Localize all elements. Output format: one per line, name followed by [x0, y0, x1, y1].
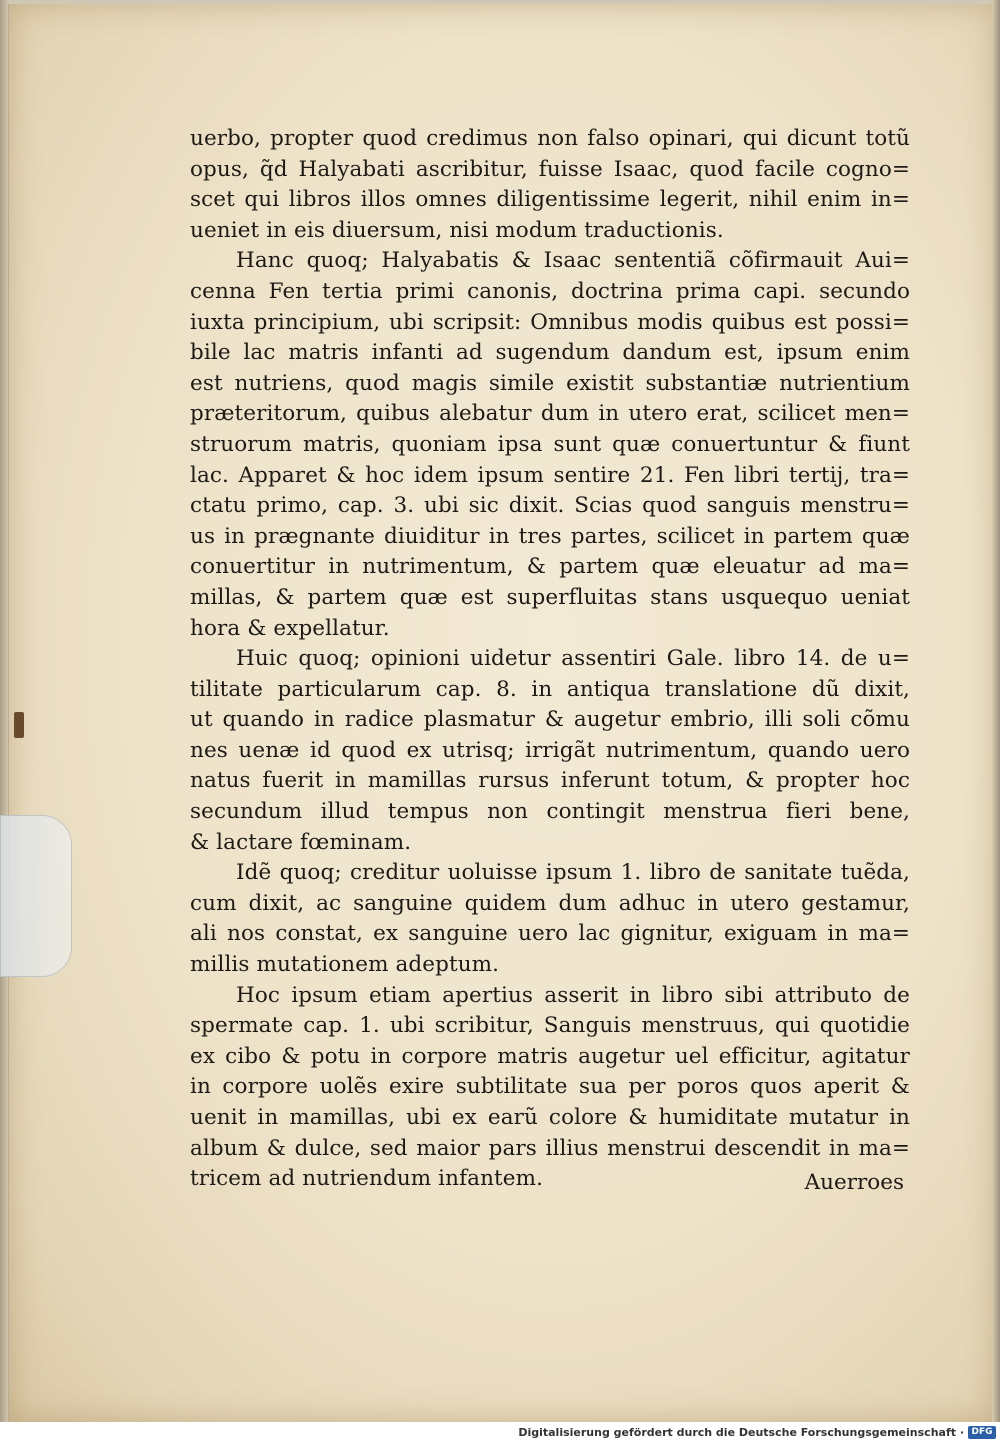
text-line: uerbo, propter quod credimus non falso opinari, qui dicunt totũ	[190, 126, 910, 151]
text-line: ctatu primo, cap. 3. ubi sic dixit. Scias quod sanguis menstru=	[190, 493, 910, 519]
text-line: tilitate particularum cap. 8. in antiqua translatione dũ dixit,	[190, 676, 910, 702]
text-line: conuertitur in nutrimentum, & partem quæ eleuatur ad ma=	[190, 554, 910, 580]
text-line: est nutriens, quod magis simile existit substantiæ nutrientium	[190, 370, 910, 396]
text-line: Idẽ quoq; creditur uoluisse ipsum 1. libro de sanitate tuẽda,	[236, 860, 910, 886]
text-line: Huic quoq; opinioni uidetur assentiri Gale. libro 14. de u=	[236, 646, 910, 672]
text-line: tricem ad nutriendum infantem.	[190, 1166, 544, 1192]
text-line: Hanc quoq; Halyabatis & Isaac sententiã cõfirmauit Aui=	[236, 248, 910, 274]
text-line: opus, q̃d Halyabati ascribitur, fuisse Isaac, quod facile cogno=	[190, 156, 910, 182]
scanner-clip	[0, 815, 72, 977]
page-edge	[992, 0, 1000, 1422]
text-line: cum dixit, ac sanguine quidem dum adhuc in utero gestamur,	[190, 890, 910, 916]
text-line: nes uenæ id quod ex utrisq; irrigãt nutrimentum, quando uero	[190, 737, 910, 763]
text-line: ex cibo & potu in corpore matris augetur uel efficitur, agitatur	[190, 1043, 910, 1069]
text-line: us in prægnante diuiditur in tres partes, scilicet in partem quæ	[190, 523, 910, 549]
text-line: in corpore uolẽs exire subtilitate sua per poros quos aperit &	[190, 1074, 910, 1100]
text-line: ut quando in radice plasmatur & augetur embrio, illi soli cõmu	[190, 707, 910, 733]
footer-credit: Digitalisierung gefördert durch die Deutsche Forschungsgemeinschaft ·	[518, 1426, 964, 1439]
text-line: scet qui libros illos omnes diligentissime legerit, nihil enim in=	[190, 187, 910, 213]
text-line: ali nos constat, ex sanguine uero lac gignitur, exiguam in ma=	[190, 921, 910, 947]
text-line: Hoc ipsum etiam apertius asserit in libro sibi attributo de	[236, 982, 910, 1008]
text-line: secundum illud tempus non contingit menstrua fieri bene,	[190, 799, 910, 825]
text-line: cenna Fen tertia primi canonis, doctrina prima capi. secundo	[190, 278, 910, 304]
text-line: bile lac matris infanti ad sugendum dandum est, ipsum enim	[190, 340, 910, 366]
footer-bar	[0, 1422, 1000, 1442]
text-line: lac. Apparet & hoc idem ipsum sentire 21. Fen libri tertij, tra=	[190, 462, 910, 488]
text-line: iuxta principium, ubi scripsit: Omnibus modis quibus est possi=	[190, 309, 910, 335]
catchword: Auerroes	[804, 1170, 904, 1195]
text-line: millas, & partem quæ est superfluitas stans usquequo ueniat	[190, 584, 910, 610]
text-line: præteritorum, quibus alebatur dum in utero erat, scilicet men=	[190, 401, 910, 427]
binding-tab	[14, 712, 24, 738]
dfg-logo-icon: DFG	[968, 1426, 996, 1439]
text-line: millis mutationem adeptum.	[190, 952, 500, 978]
text-line: uenit in mamillas, ubi ex earũ colore & humiditate mutatur in	[190, 1105, 910, 1130]
text-line: spermate cap. 1. ubi scribitur, Sanguis menstruus, qui quotidie	[190, 1013, 910, 1039]
text-line: album & dulce, sed maior pars illius menstrui descendit in ma=	[190, 1135, 910, 1161]
text-line: hora & expellatur.	[190, 615, 390, 641]
body-text	[190, 124, 910, 1195]
text-line: ueniet in eis diuersum, nisi modum traductionis.	[190, 217, 724, 243]
text-line: & lactare fœminam.	[190, 829, 412, 855]
text-line: natus fuerit in mamillas rursus inferunt totum, & propter hoc	[190, 768, 910, 794]
text-line: struorum matris, quoniam ipsa sunt quæ conuertuntur & fiunt	[190, 431, 910, 457]
